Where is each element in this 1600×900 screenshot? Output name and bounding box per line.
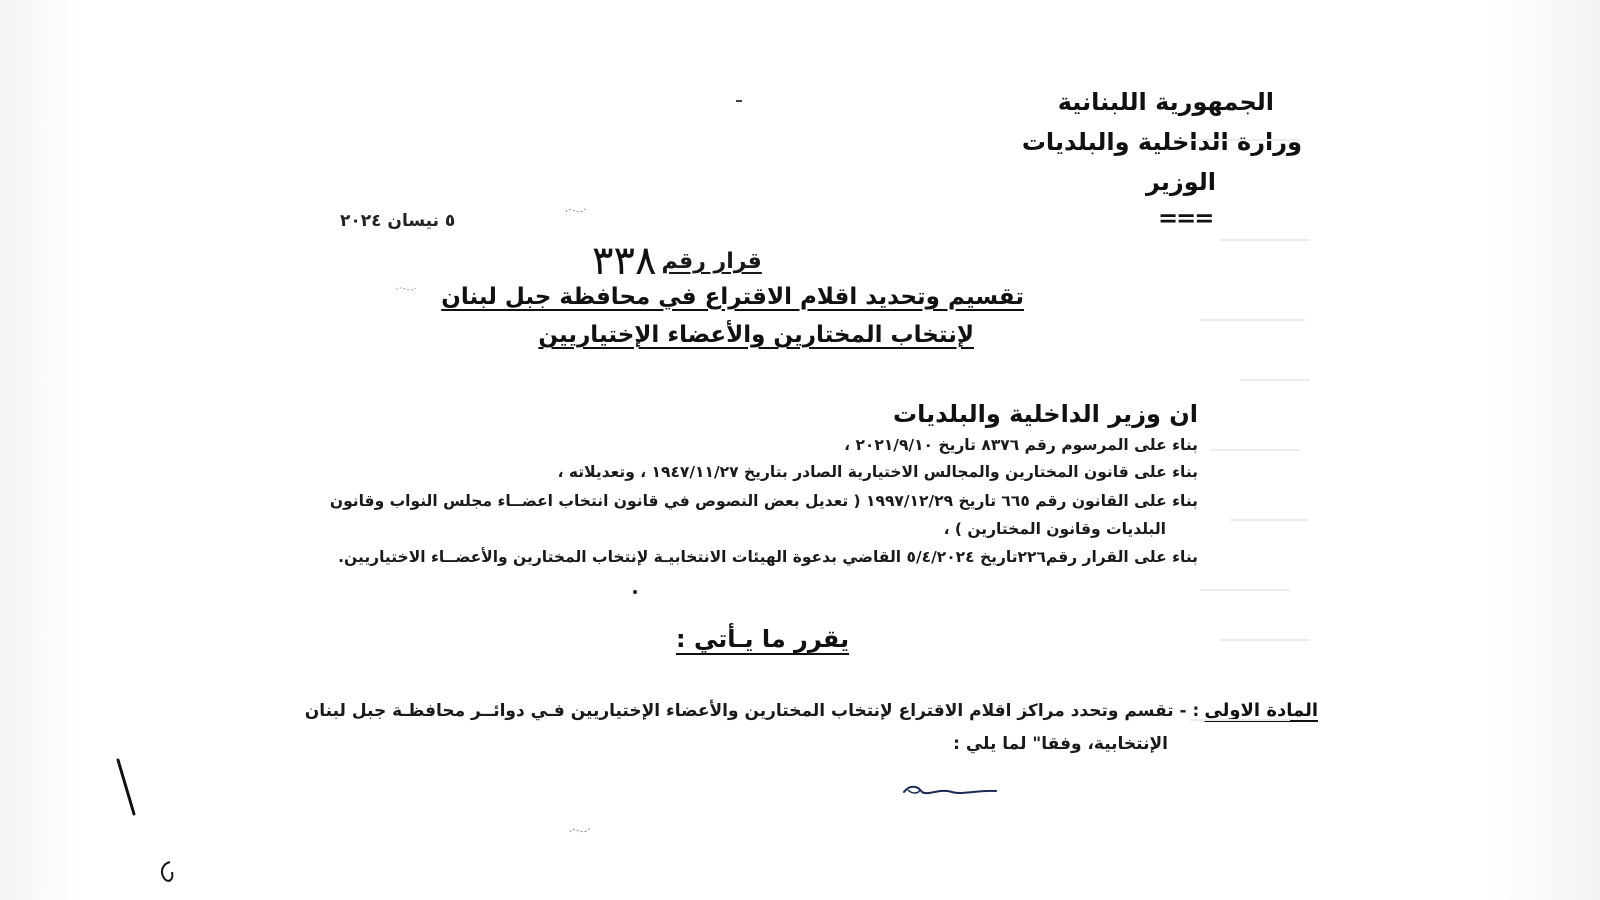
scan-artifact-1 — [562, 200, 590, 222]
recital-4: بناء على القرار رقم٢٢٦تاريخ ٥/٤/٢٠٢٤ القاضي بدعوة الهيئات الانتخابيـة لإنتخاب المختارين والأعضــاء الاختياريين. — [338, 548, 1198, 566]
header-separator: === — [1158, 204, 1213, 232]
article-1-text-continued: الإنتخابية، وفقا" لما يلي : — [953, 734, 1168, 754]
article-1-label: المادة الاولى — [1204, 700, 1318, 721]
recital-2: بناء على قانون المختارين والمجالس الاختيارية الصادر بتاريخ ١٩٤٧/١١/٢٧ ، وتعديلاته ، — [557, 463, 1198, 481]
header-minister: الوزير — [1145, 168, 1216, 196]
recital-3-continued: البلديات وقانون المختارين ) ، — [943, 520, 1166, 538]
margin-pen-stroke — [112, 756, 142, 820]
scan-artifact-dash — [736, 100, 742, 102]
bleed-through-lines — [1180, 120, 1320, 740]
title-line-2: لإنتخاب المختارين والأعضاء الإختياريين — [538, 322, 974, 348]
decision-number: ٣٣٨ — [592, 238, 657, 284]
article-1-text: : - تقسم وتحدد مراكز اقلام الاقتراع لإنتخاب المختارين والأعضاء الإختياريين فـي دوائــر محافظـة جبل لبنان — [304, 701, 1200, 721]
scan-artifact-3 — [566, 820, 594, 842]
recital-1: بناء على المرسوم رقم ٨٣٧٦ تاريخ ٢٠٢١/٩/١٠ ، — [844, 436, 1198, 454]
decision-label: قرار رقم — [661, 249, 762, 274]
ink-dot — [633, 590, 637, 594]
title-line-1: تقسيم وتحديد اقلام الاقتراع في محافظة جبل لبنان — [441, 284, 1024, 310]
decides-heading: يقرر ما يـأتي : — [676, 625, 850, 653]
article-1-line-1 — [305, 700, 1318, 721]
document-date: ٥ نيسان ٢٠٢٤ — [340, 211, 456, 231]
margin-scribble — [156, 858, 180, 888]
decision-line — [592, 232, 762, 284]
recital-3: بناء على القانون رقم ٦٦٥ تاريخ ١٩٩٧/١٢/٢٩ ( تعديل بعض النصوص في قانون انتخاب اعضــاء مجلس النواب وقانون — [329, 492, 1198, 510]
header-ministry: وزارة الداخلية والبلديات — [1021, 128, 1302, 156]
initials-mark — [900, 778, 1000, 802]
page-edge-left — [0, 0, 80, 900]
opening-statement: ان وزير الداخلية والبلديات — [893, 400, 1198, 428]
header-republic: الجمهورية اللبنانية — [1057, 88, 1274, 116]
page-edge-right — [1490, 0, 1600, 900]
scan-artifact-2 — [394, 282, 418, 296]
